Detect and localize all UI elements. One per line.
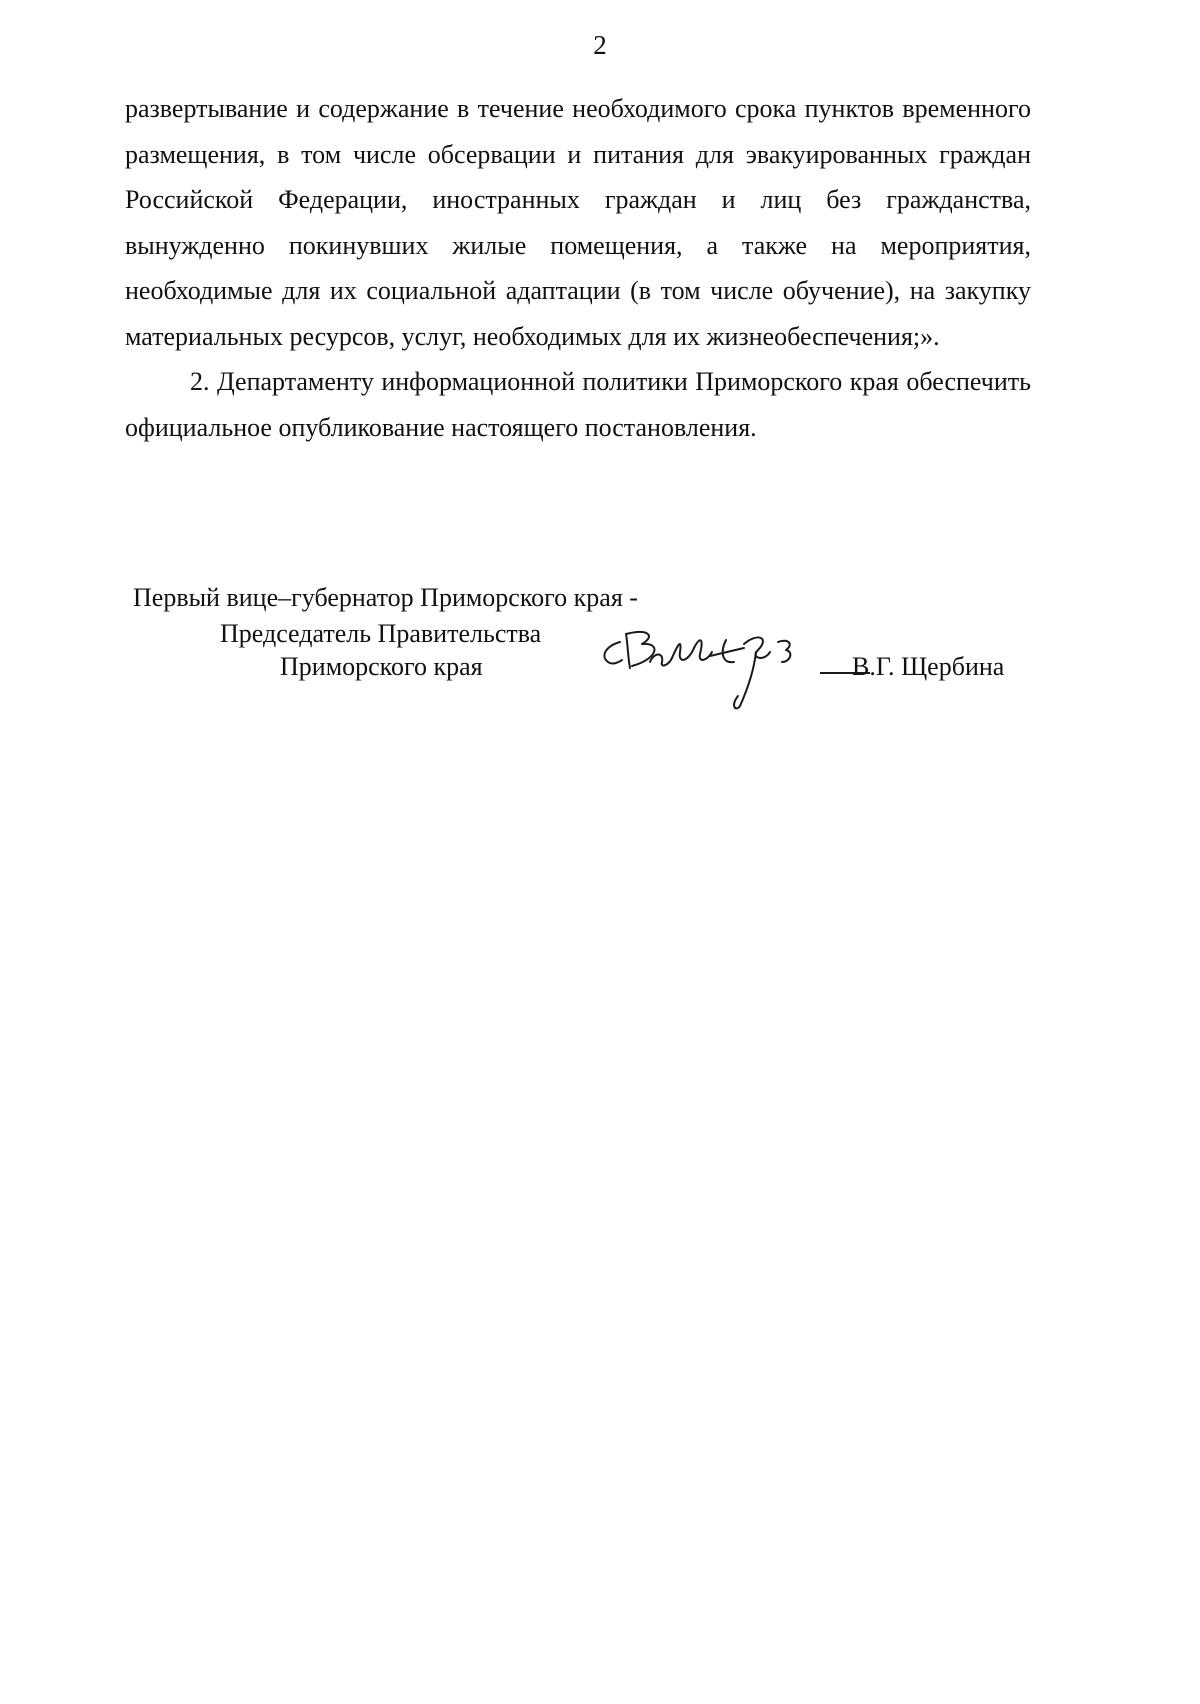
signature-icon — [598, 622, 823, 712]
paragraph-continuation: развертывание и содержание в течение необходимого срока пунктов временного размещения, в том числе обсервации и питания для эвакуированных граждан Российской Федерации, иностранных граждан и лиц без гражданства, вынужденно покинувших жилые помещения, а также на мероприятия, необходимые для их социальной адаптации (в том числе обучение), на закупку материальных ресурсов, услуг, необходимых для их жизнеобеспечения;». — [125, 94, 1031, 351]
paragraph-item-2: 2. Департаменту информационной политики Приморского края обеспечить официальное опубликование настоящего постановления. — [125, 367, 1031, 442]
signer-position-line-1: Первый вице–губернатор Приморского края - — [133, 583, 638, 612]
document-body — [125, 86, 1031, 450]
page-number: 2 — [593, 30, 607, 60]
signer-name: В.Г. Щербина — [852, 652, 1005, 681]
signer-position-line-2: Председатель Правительства — [220, 619, 542, 648]
signer-position-line-3: Приморского края — [280, 652, 483, 681]
